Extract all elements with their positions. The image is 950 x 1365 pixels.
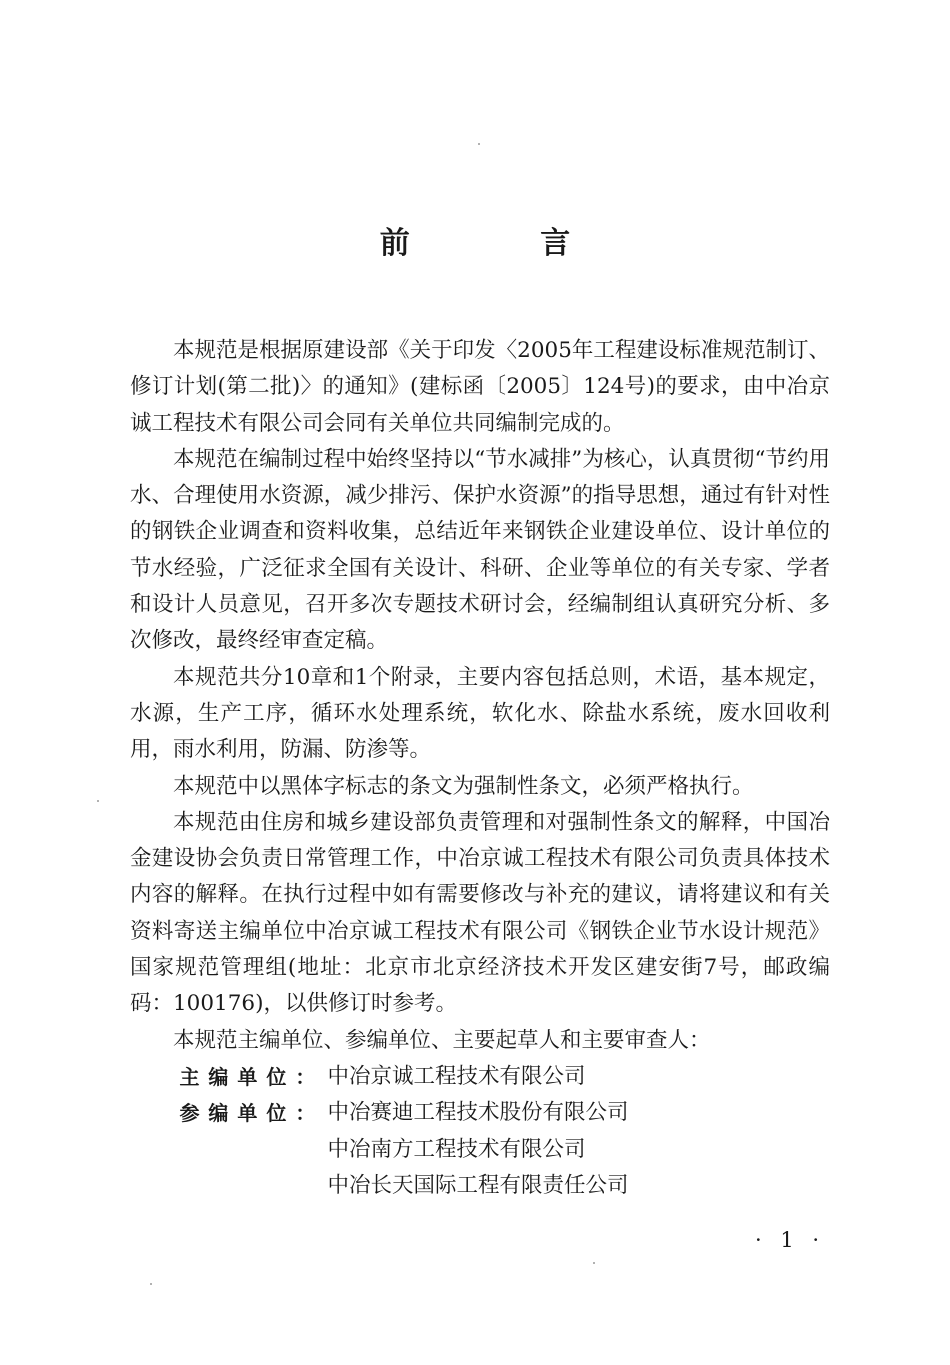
paragraph-management: 本规范由住房和城乡建设部负责管理和对强制性条文的解释，中国冶金建设协会负责日常管理工作，中冶京诚工程技术有限公司负责具体技术内容的解释。在执行过程中如有需要修改与补充的建议，请将建议和有关资料寄送主编单位中冶京诚工程技术有限公司《钢铁企业节水设计规范》国家规范管理组(地址：北京市北京经济技术开发区建安街7号，邮政编码：100176)，以供修订时参考。 [130, 809, 830, 1017]
paragraph-contents: 本规范共分10章和1个附录，主要内容包括总则，术语，基本规定，水源，生产工序，循环水处理系统，软化水、除盐水系统，废水回收利用，雨水利用，防漏、防渗等。 [130, 664, 830, 763]
participating-units-label: 参编单位： [179, 1101, 325, 1126]
participating-units-list [327, 1095, 628, 1204]
chief-unit-label: 主编单位： [179, 1064, 325, 1089]
scan-speck [150, 1283, 152, 1285]
page-title: 前 言 [379, 226, 631, 261]
preface-body [130, 333, 830, 1204]
page-number: · 1 · [755, 1228, 826, 1252]
paragraph-process: 本规范在编制过程中始终坚持以“节水减排”为核心，认真贯彻“节约用水、合理使用水资源，减少排污、保护水资源”的指导思想，通过有针对性的钢铁企业调查和资料收集，总结近年来钢铁企业建设单位、设计单位的节水经验，广泛征求全国有关设计、科研、企业等单位的有关专家、学者和设计人员意见，召开多次专题技术研讨会，经编制组认真研究分析、多次修改，最终经审查定稿。 [130, 446, 830, 654]
paragraph-units-intro: 本规范主编单位、参编单位、主要起草人和主要审查人： [173, 1027, 711, 1053]
scan-speck [593, 1262, 595, 1264]
participating-unit-name: 中冶长天国际工程有限责任公司 [327, 1172, 629, 1198]
participating-units-row [130, 1095, 830, 1204]
participating-unit-name: 中冶南方工程技术有限公司 [327, 1136, 586, 1162]
chief-unit-name: 中冶京诚工程技术有限公司 [327, 1063, 586, 1089]
scan-speck [478, 143, 480, 145]
participating-unit-name: 中冶赛迪工程技术股份有限公司 [327, 1100, 629, 1126]
chief-unit-row [130, 1059, 830, 1095]
scan-speck [97, 800, 99, 802]
paragraph-basis: 本规范是根据原建设部《关于印发〈2005年工程建设标准规范制订、修订计划(第二批)〉的通知》(建标函〔2005〕124号)的要求，由中冶京诚工程技术有限公司会同有关单位共同编制完成的。 [130, 338, 830, 436]
paragraph-mandatory: 本规范中以黑体字标志的条文为强制性条文，必须严格执行。 [173, 773, 754, 799]
